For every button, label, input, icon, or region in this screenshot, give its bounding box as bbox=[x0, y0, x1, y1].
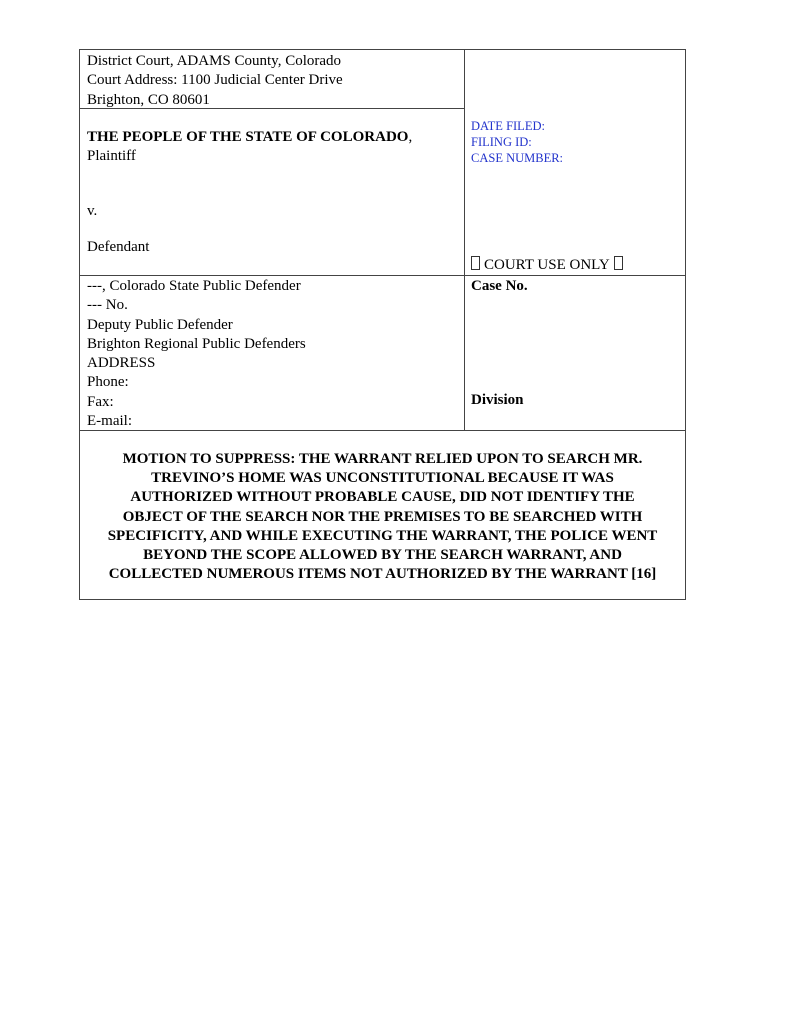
court-use-only-label bbox=[471, 256, 623, 274]
attorney-address: ADDRESS bbox=[87, 355, 156, 372]
court-use-cell bbox=[465, 50, 685, 276]
motion-title-cell bbox=[80, 431, 685, 599]
attorney-reg-no: --- No. bbox=[87, 297, 128, 314]
attorney-email: E-mail: bbox=[87, 413, 132, 430]
case-caption-table bbox=[79, 49, 686, 600]
date-filed-label: DATE FILED: bbox=[471, 119, 545, 133]
attorney-name: ---, Colorado State Public Defender bbox=[87, 278, 301, 294]
plaintiff-line bbox=[87, 128, 464, 147]
motion-title-line: TREVINO’S HOME WAS UNCONSTITUTIONAL BECAUSE IT WAS bbox=[151, 470, 614, 487]
plaintiff-label: Plaintiff bbox=[87, 148, 136, 165]
plaintiff-comma: , bbox=[408, 129, 413, 145]
motion-title-line: OBJECT OF THE SEARCH NOR THE PREMISES TO BE SEARCHED WITH bbox=[122, 508, 643, 525]
motion-title-line: MOTION TO SUPPRESS: THE WARRANT RELIED UPON TO SEARCH MR. bbox=[122, 451, 643, 467]
case-number-cell bbox=[465, 276, 685, 431]
attorney-office: Brighton Regional Public Defenders bbox=[87, 335, 306, 352]
plaintiff-name: THE PEOPLE OF THE STATE OF COLORADO bbox=[87, 129, 409, 145]
division-label: Division bbox=[471, 392, 524, 408]
court-use-only-text: COURT USE ONLY bbox=[484, 257, 610, 273]
attorney-fax: Fax: bbox=[87, 393, 114, 410]
motion-title-line: SPECIFICITY, AND WHILE EXECUTING THE WARRANT, THE POLICE WENT bbox=[107, 527, 658, 544]
court-name: District Court, ADAMS County, Colorado bbox=[87, 53, 342, 69]
filing-id-label: FILING ID: bbox=[471, 135, 532, 149]
motion-title-line: BEYOND THE SCOPE ALLOWED BY THE SEARCH WARRANT, AND bbox=[143, 547, 622, 564]
case-no-label: Case No. bbox=[471, 278, 528, 294]
defendant-label: Defendant bbox=[87, 238, 150, 255]
attorney-title: Deputy Public Defender bbox=[87, 316, 233, 333]
versus-label: v. bbox=[87, 202, 98, 219]
case-number-label: CASE NUMBER: bbox=[471, 151, 564, 165]
motion-title-line: COLLECTED NUMEROUS ITEMS NOT AUTHORIZED BY THE WARRANT [16] bbox=[108, 566, 657, 583]
box-glyph-icon bbox=[614, 256, 623, 270]
parties-cell bbox=[80, 109, 465, 276]
attorney-phone: Phone: bbox=[87, 374, 129, 391]
attorney-cell bbox=[80, 276, 465, 431]
box-glyph-icon bbox=[471, 256, 480, 270]
motion-title-line: AUTHORIZED WITHOUT PROBABLE CAUSE, DID NOT IDENTIFY THE bbox=[130, 489, 635, 506]
court-info-cell bbox=[80, 50, 465, 109]
motion-title bbox=[90, 450, 675, 584]
court-city: Brighton, CO 80601 bbox=[87, 91, 210, 108]
court-address: Court Address: 1100 Judicial Center Drive bbox=[87, 72, 343, 89]
